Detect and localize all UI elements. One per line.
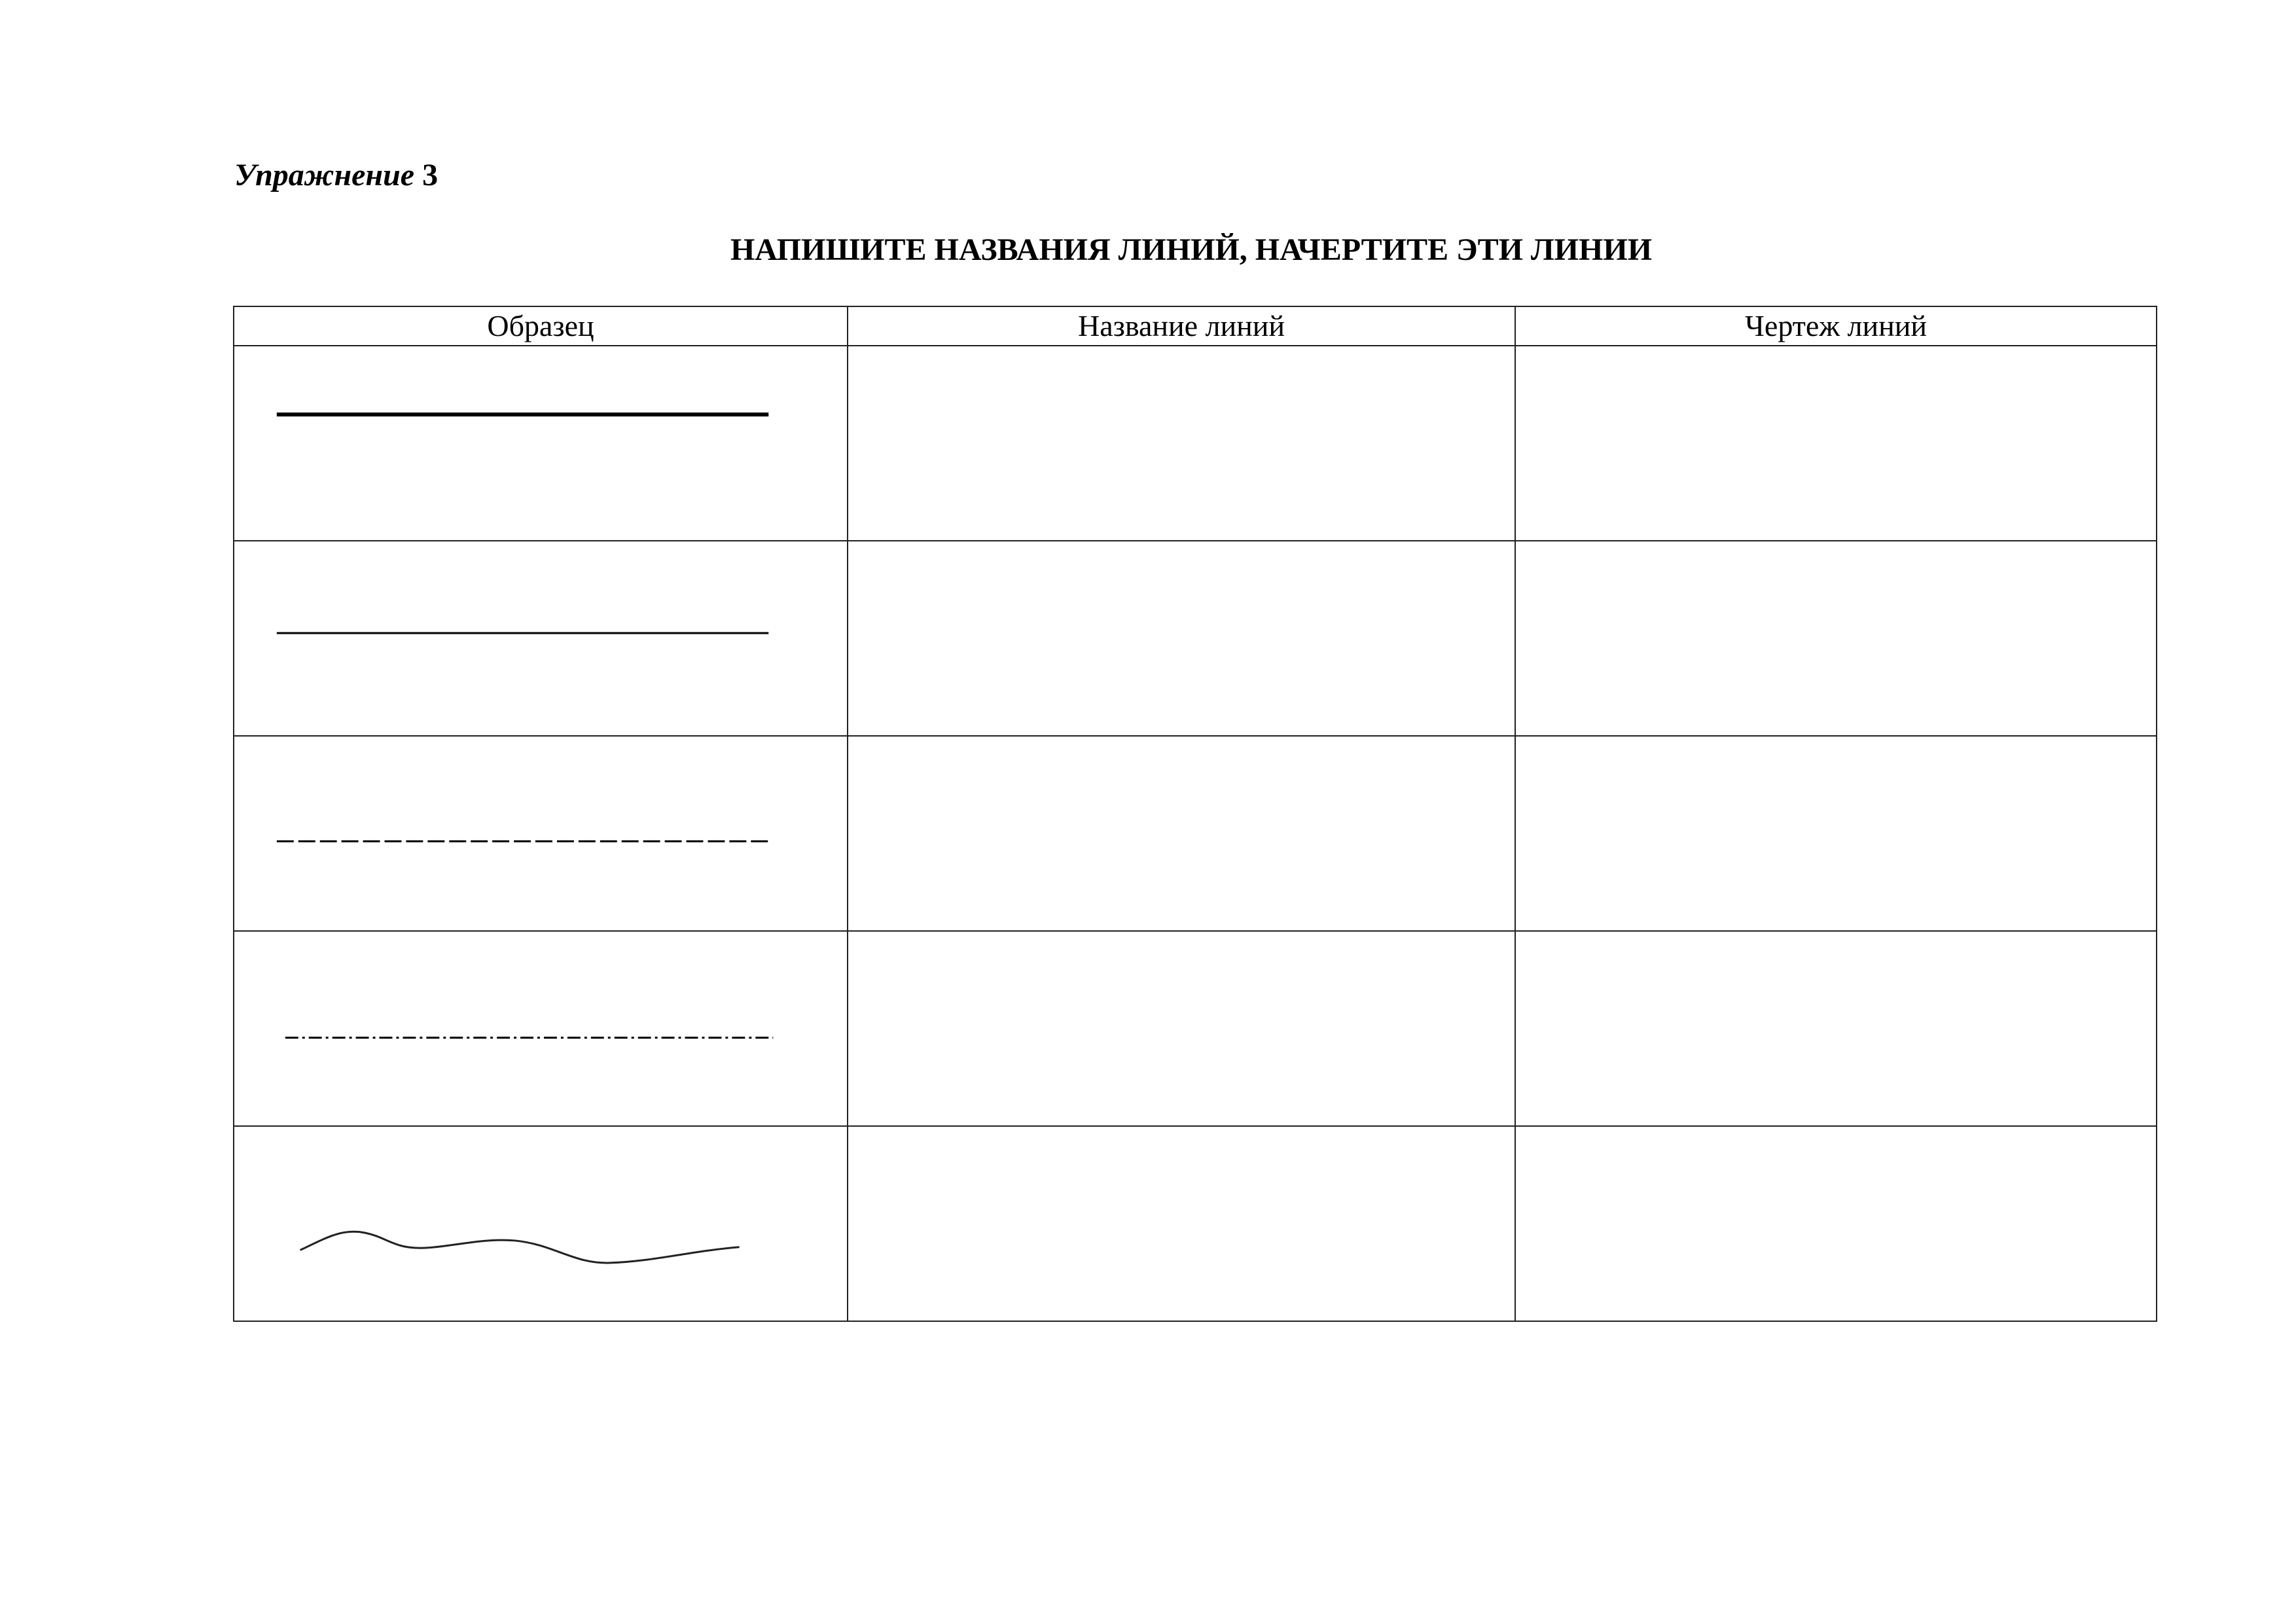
drawing-cell[interactable]	[1515, 931, 2157, 1126]
table-row	[234, 736, 2157, 931]
table-header-row	[234, 306, 2157, 346]
table-row	[234, 346, 2157, 541]
sample-cell	[234, 736, 848, 931]
exercise-number: 3	[422, 158, 439, 192]
table-row	[234, 1126, 2157, 1321]
solid-thin-line	[234, 541, 847, 735]
table-row	[234, 541, 2157, 736]
drawing-cell[interactable]	[1515, 1126, 2157, 1321]
sample-cell	[234, 541, 848, 736]
header-drawing: Чертеж линий	[1515, 306, 2157, 346]
drawing-cell[interactable]	[1515, 346, 2157, 541]
sample-cell	[234, 1126, 848, 1321]
drawing-cell[interactable]	[1515, 541, 2157, 736]
exercise-label	[234, 156, 438, 195]
dashed-line	[234, 737, 847, 930]
name-cell[interactable]	[848, 346, 1515, 541]
header-name: Название линий	[848, 306, 1515, 346]
drawing-cell[interactable]	[1515, 736, 2157, 931]
sample-cell	[234, 931, 848, 1126]
dash-dot-line	[234, 932, 847, 1125]
page-title: НАПИШИТЕ НАЗВАНИЯ ЛИНИЙ, НАЧЕРТИТЕ ЭТИ ЛИНИИ	[730, 232, 1653, 267]
name-cell[interactable]	[848, 931, 1515, 1126]
exercise-word: Упражнение	[234, 158, 415, 192]
solid-thick-line	[234, 346, 847, 540]
header-sample: Образец	[234, 306, 848, 346]
name-cell[interactable]	[848, 736, 1515, 931]
sample-cell	[234, 346, 848, 541]
name-cell[interactable]	[848, 1126, 1515, 1321]
wavy-line	[234, 1127, 847, 1321]
worksheet-table	[233, 306, 2157, 1322]
table-row	[234, 931, 2157, 1126]
name-cell[interactable]	[848, 541, 1515, 736]
